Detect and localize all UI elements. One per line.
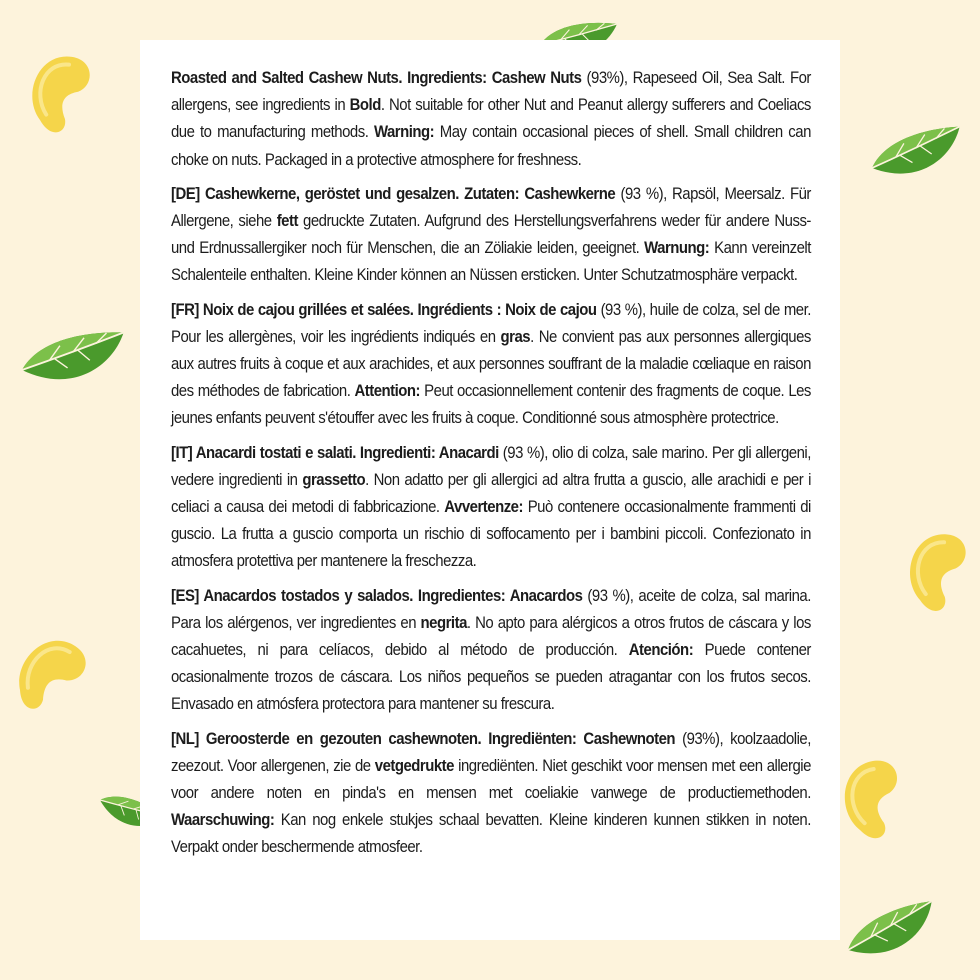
ingredients-card [140, 40, 840, 940]
cashew-icon [894, 523, 977, 615]
text-segment: (93 %), huile de colza, sel de mer. Pour les allergènes, voir les ingrédients indiqués en [171, 299, 811, 346]
leaf-icon [867, 125, 966, 179]
ingredients-fr [171, 296, 811, 432]
text-segment: Può contenere occasionalmente frammenti di guscio. La frutta a guscio comporta un rischio di soffocamento per i bambini piccoli. Confezionato in atmosfera protettiva per mantenere la freschezza. [171, 497, 811, 571]
text-segment: . No apto para alérgicos a otros frutos de cáscara y los cacahuetes, ni para celíacos, debido al método de producción. [171, 612, 811, 660]
text-segment: Peut occasionnellement contenir des fragments de coque. Les jeunes enfants peuvent s'étouffer avec les fruits à coque. Conditionné sous atmosphère protectrice. [171, 381, 811, 428]
cashew-icon [832, 752, 907, 841]
text-segment: (93%), koolzaadolie, zeezout. Voor allergenen, zie de [171, 728, 811, 775]
bold-text-segment: Atención: [628, 640, 694, 660]
text-segment: . Non adatto per gli allergici ad altra frutta a guscio, alle arachidi e per i celiaci a causa dei metodi di fabbricazione. [171, 469, 811, 517]
text-segment: (93 %), aceite de colza, sal marina. Para los alérgenos, ver ingredientes en [171, 585, 811, 632]
ingredients-nl [171, 725, 811, 861]
ingredients-es [171, 582, 811, 718]
ingredients-de [171, 180, 811, 289]
bold-text-segment: Warning: [373, 122, 435, 142]
text-segment: Puede contener ocasionalmente trozos de cáscara. Los niños pequeños se pueden atragantar con los frutos secos. Envasado en atmósfera protectora para mantener su frescura. [171, 640, 811, 714]
bold-text-segment: Bold [349, 95, 381, 115]
bold-text-segment: Roasted and Salted Cashew Nuts. Ingredients: Cashew Nuts [171, 68, 582, 87]
bold-text-segment: Warnung: [644, 238, 710, 258]
text-segment: gedruckte Zutaten. Aufgrund des Herstellungsverfahrens weder für andere Nuss- und Erdnussallergiker noch für Menschen, die an Zöliakie leiden, geeignet. [171, 211, 811, 258]
bold-text-segment: Waarschuwing: [171, 810, 275, 830]
bold-text-segment: [FR] Noix de cajou grillées et salées. Ingrédients : Noix de cajou [171, 299, 597, 319]
text-segment: ingrediënten. Niet geschikt voor mensen met een allergie voor andere noten en pinda's en mensen met coeliakie vanwege de productiemethoden. [171, 755, 811, 803]
bold-text-segment: Avvertenze: [444, 497, 523, 517]
text-segment: Kann vereinzelt Schalenteile enthalten. Kleine Kinder können an Nüssen ersticken. Unter Schutzatmosphäre verpackt. [171, 238, 811, 285]
bold-text-segment: [NL] Geroosterde en gezouten cashewnoten. Ingrediënten: Cashewnoten [171, 728, 676, 748]
text-segment: . Ne convient pas aux personnes allergiques aux autres fruits à coque et aux arachides, et aux personnes souffrant de la maladie cœliaque en raison des méthodes de fabrication. [171, 326, 811, 401]
text-segment: (93 %), Rapsöl, Meersalz. Für Allergene, siehe [171, 183, 811, 231]
text-segment: . Not suitable for other Nut and Peanut allergy sufferers and Coeliacs due to manufacturing methods. [171, 95, 811, 142]
bold-text-segment: [DE] Cashewkerne, geröstet und gesalzen. Zutaten: Cashewkerne [171, 183, 616, 203]
cashew-icon [3, 629, 95, 712]
bold-text-segment: vetgedrukte [374, 755, 454, 775]
leaf-icon [841, 900, 941, 961]
bold-text-segment: fett [276, 211, 298, 231]
leaf-icon [19, 331, 127, 383]
ingredients-en [171, 64, 811, 173]
text-segment: May contain occasional pieces of shell. Small children can choke on nuts. Packaged in a protective atmosphere for freshness. [171, 122, 811, 169]
cashew-icon [15, 44, 101, 136]
bold-text-segment: [ES] Anacardos tostados y salados. Ingredientes: Anacardos [171, 585, 583, 605]
bold-text-segment: negrita [420, 612, 467, 632]
text-segment: (93 %), olio di colza, sale marino. Per gli allergeni, vedere ingredienti in [171, 442, 811, 489]
ingredients-it [171, 439, 811, 575]
bold-text-segment: gras [500, 326, 531, 346]
text-segment: Kan nog enkele stukjes schaal bevatten. Kleine kinderen kunnen stikken in noten. Verpakt onder beschermende atmosfeer. [171, 810, 811, 857]
bold-text-segment: grassetto [302, 469, 366, 489]
bold-text-segment: Attention: [354, 381, 421, 401]
bold-text-segment: [IT] Anacardi tostati e salati. Ingredienti: Anacardi [171, 442, 499, 462]
text-segment: (93%), Rapeseed Oil, Sea Salt. For allergens, see ingredients in [171, 68, 811, 115]
